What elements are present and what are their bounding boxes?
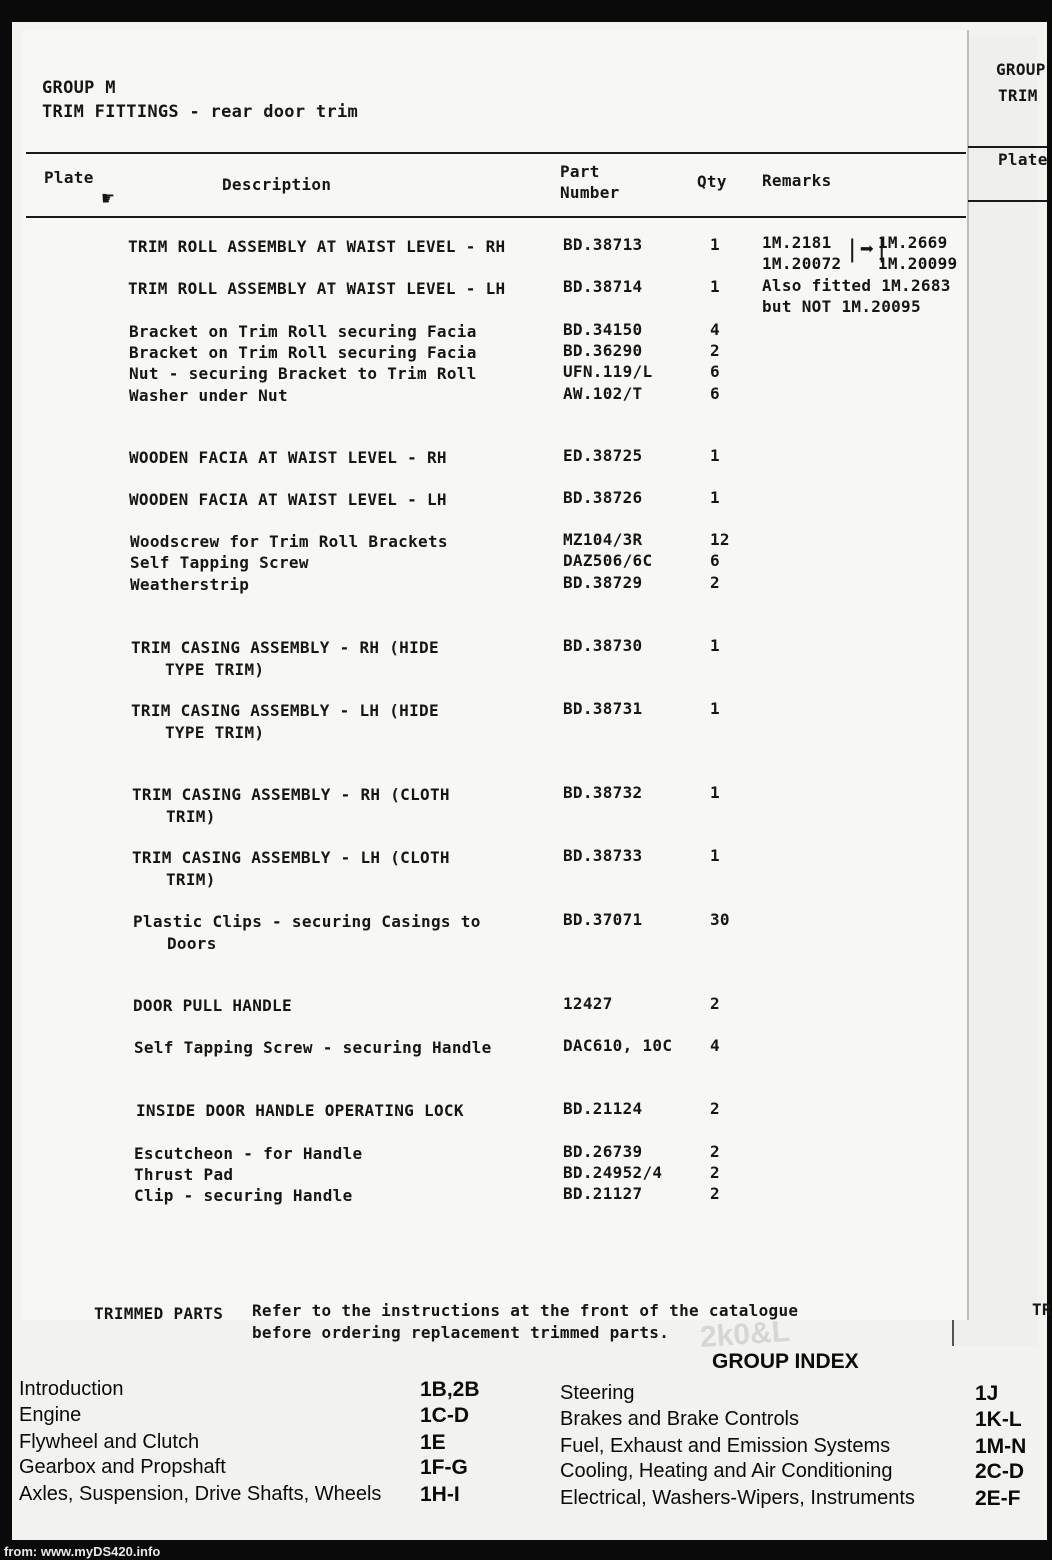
remark-also: Also fitted 1M.2683 (762, 276, 951, 295)
row-part-number: BD.38730 (563, 636, 643, 655)
row-qty: 30 (710, 910, 730, 929)
row-description: Bracket on Trim Roll securing Facia (129, 322, 477, 341)
group-index-item[interactable]: Gearbox and Propshaft (19, 1456, 226, 1478)
row-description: TRIM CASING ASSEMBLY - LH (HIDE (131, 701, 439, 720)
row-description-cont: TRIM) (166, 870, 216, 889)
row-part-number: UFN.119/L (563, 362, 653, 381)
trimmed-line-1: Refer to the instructions at the front of the catalogue (252, 1301, 799, 1320)
col-plate: Plate (44, 168, 94, 187)
row-qty: 6 (710, 384, 720, 403)
group-index-title: GROUP INDEX (712, 1350, 859, 1373)
row-part-number: 12427 (563, 994, 613, 1013)
row-description-cont: TYPE TRIM) (165, 660, 265, 679)
group-index-code[interactable]: 1K-L (975, 1408, 1022, 1431)
next-page-rule-bottom (968, 200, 1047, 202)
row-qty: 2 (710, 573, 720, 592)
pointing-hand-icon: ☛ (102, 186, 115, 210)
row-description: Thrust Pad (134, 1165, 234, 1184)
row-part-number: DAC610, 10C (563, 1036, 673, 1055)
col-part-2: Number (560, 183, 620, 202)
row-part-number: BD.37071 (563, 910, 643, 929)
row-description: Woodscrew for Trim Roll Brackets (130, 532, 448, 551)
next-page-group: GROUP (996, 60, 1046, 79)
row-qty: 1 (710, 446, 720, 465)
row-qty: 1 (710, 636, 720, 655)
row-qty: 2 (710, 1099, 720, 1118)
row-description: Weatherstrip (130, 575, 250, 594)
col-description: Description (222, 175, 332, 194)
group-index-item[interactable]: Cooling, Heating and Air Conditioning (560, 1460, 893, 1482)
row-qty: 2 (710, 1163, 720, 1182)
group-index-item[interactable]: Electrical, Washers-Wipers, Instruments (560, 1487, 915, 1509)
group-label: GROUP M (42, 78, 116, 98)
row-qty: 1 (710, 783, 720, 802)
row-part-number: BD.24952/4 (563, 1163, 663, 1182)
row-description: WOODEN FACIA AT WAIST LEVEL - LH (129, 490, 447, 509)
row-description: Clip - securing Handle (134, 1186, 353, 1205)
group-index-code[interactable]: 1E (420, 1431, 446, 1454)
group-index-code[interactable]: 1H-I (420, 1483, 460, 1506)
row-part-number: BD.21124 (563, 1099, 643, 1118)
row-part-number: BD.21127 (563, 1184, 643, 1203)
group-index-item[interactable]: Flywheel and Clutch (19, 1431, 200, 1453)
row-qty: 1 (710, 488, 720, 507)
row-description: Self Tapping Screw (130, 553, 309, 572)
row-part-number: BD.26739 (563, 1142, 643, 1161)
trimmed-label: TRIMMED PARTS (94, 1304, 224, 1323)
row-description: Escutcheon - for Handle (134, 1144, 363, 1163)
row-part-number: BD.38731 (563, 699, 643, 718)
arrow-right-icon: |➡| (845, 235, 890, 263)
next-page-tr: TR (1032, 1300, 1052, 1319)
row-part-number: DAZ506/6C (563, 551, 653, 570)
row-qty: 2 (710, 1184, 720, 1203)
source-url: from: www.myDS420.info (4, 1544, 161, 1559)
row-description: TRIM CASING ASSEMBLY - RH (CLOTH (132, 785, 450, 804)
row-description-cont: TYPE TRIM) (165, 723, 265, 742)
row-description: Plastic Clips - securing Casings to (133, 912, 481, 931)
row-description: DOOR PULL HANDLE (133, 996, 292, 1015)
row-part-number: BD.38713 (563, 235, 643, 254)
remark-to-2: 1M.20099 (878, 254, 958, 273)
row-description: TRIM ROLL ASSEMBLY AT WAIST LEVEL - RH (128, 237, 506, 256)
row-qty: 1 (710, 235, 720, 254)
group-index-item[interactable]: Engine (19, 1404, 82, 1426)
row-description: TRIM CASING ASSEMBLY - LH (CLOTH (132, 848, 450, 867)
row-part-number: BD.38729 (563, 573, 643, 592)
row-description: WOODEN FACIA AT WAIST LEVEL - RH (129, 448, 447, 467)
row-description: Self Tapping Screw - securing Handle (134, 1038, 492, 1057)
header-rule-top (26, 152, 966, 154)
row-qty: 2 (710, 341, 720, 360)
group-index-code[interactable]: 1C-D (420, 1404, 470, 1427)
group-index-code[interactable]: 1M-N (975, 1435, 1027, 1458)
remark-from-1: 1M.2181 (762, 233, 832, 252)
group-index-item[interactable]: Brakes and Brake Controls (560, 1408, 800, 1430)
page-title: TRIM FITTINGS - rear door trim (42, 102, 359, 122)
row-qty: 12 (710, 530, 730, 549)
row-part-number: ED.38725 (563, 446, 643, 465)
row-description: Bracket on Trim Roll securing Facia (129, 343, 477, 362)
row-description: TRIM ROLL ASSEMBLY AT WAIST LEVEL - LH (128, 279, 506, 298)
row-qty: 4 (710, 1036, 720, 1055)
row-qty: 6 (710, 362, 720, 381)
row-description: Washer under Nut (129, 386, 288, 405)
row-description: INSIDE DOOR HANDLE OPERATING LOCK (136, 1101, 464, 1120)
row-qty: 4 (710, 320, 720, 339)
faded-stamp: 2k0&L (698, 1314, 792, 1355)
remark-to-1: 1M.2669 (878, 233, 948, 252)
row-part-number: BD.38733 (563, 846, 643, 865)
col-remarks: Remarks (762, 171, 832, 190)
row-part-number: BD.38732 (563, 783, 643, 802)
row-description-cont: TRIM) (166, 807, 216, 826)
row-description: TRIM CASING ASSEMBLY - RH (HIDE (131, 638, 439, 657)
remark-but: but NOT 1M.20095 (762, 297, 921, 316)
source-footer (0, 1543, 1047, 1560)
row-part-number: BD.38714 (563, 277, 643, 296)
remark-from-2: 1M.20072 (762, 254, 842, 273)
row-qty: 1 (710, 277, 720, 296)
row-part-number: BD.38726 (563, 488, 643, 507)
group-index-code[interactable]: 2E-F (975, 1487, 1021, 1510)
row-qty: 1 (710, 699, 720, 718)
group-index-item[interactable]: Axles, Suspension, Drive Shafts, Wheels (19, 1483, 382, 1505)
group-index-item[interactable]: Introduction (19, 1378, 124, 1400)
trimmed-line-2: before ordering replacement trimmed parts. (252, 1323, 670, 1342)
row-part-number: BD.36290 (563, 341, 643, 360)
next-page-rule-top (968, 146, 1047, 148)
row-part-number: MZ104/3R (563, 530, 643, 549)
group-index-code[interactable]: 1J (975, 1382, 999, 1405)
col-part-1: Part (560, 162, 600, 181)
col-qty: Qty (697, 172, 727, 191)
group-index-item[interactable]: Fuel, Exhaust and Emission Systems (560, 1435, 891, 1457)
row-qty: 1 (710, 846, 720, 865)
group-index-code[interactable]: 1F-G (420, 1456, 468, 1479)
group-index-item[interactable]: Steering (560, 1382, 635, 1404)
group-index-code[interactable]: 2C-D (975, 1460, 1025, 1483)
row-qty: 6 (710, 551, 720, 570)
row-description-cont: Doors (167, 934, 217, 953)
row-description: Nut - securing Bracket to Trim Roll (129, 364, 477, 383)
row-part-number: BD.34150 (563, 320, 643, 339)
row-qty: 2 (710, 1142, 720, 1161)
row-part-number: AW.102/T (563, 384, 643, 403)
next-page-plate: Plate (998, 150, 1048, 169)
row-qty: 2 (710, 994, 720, 1013)
header-rule-bottom (26, 216, 966, 218)
group-index-code[interactable]: 1B,2B (420, 1378, 480, 1401)
next-page-trim: TRIM (998, 86, 1038, 105)
